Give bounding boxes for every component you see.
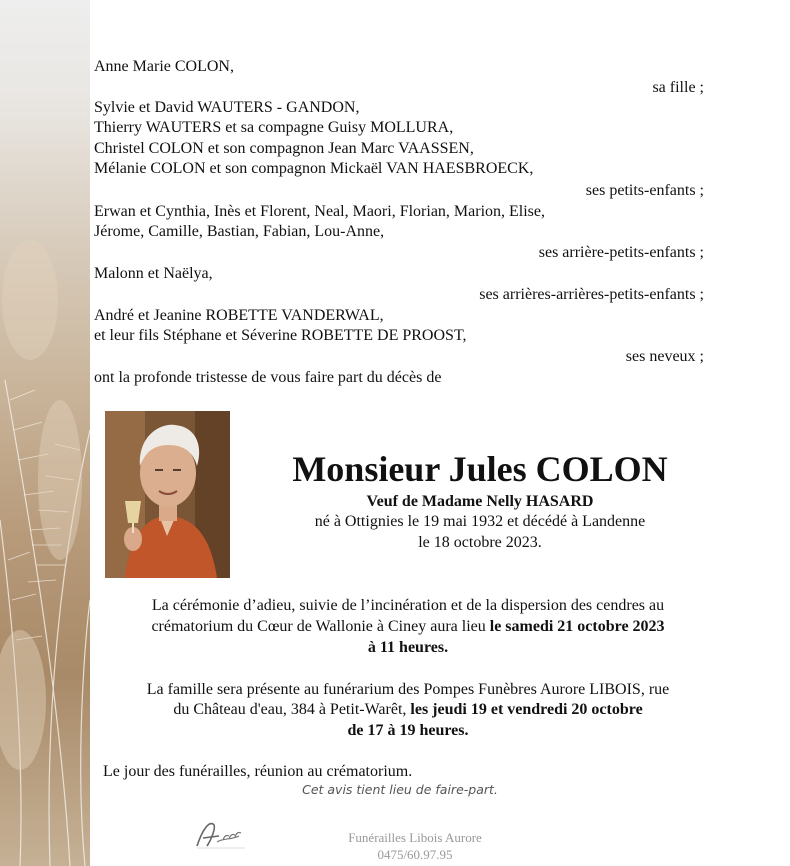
family-line-2: Sylvie et David WAUTERS - GANDON, xyxy=(94,99,360,116)
relation-grandchildren: ses petits-enfants ; xyxy=(585,182,704,199)
family-line-1: Anne Marie COLON, xyxy=(94,58,234,75)
visitation-line-1: La famille sera présente au funérarium des Pompes Funèbres Aurore LIBOIS, rue xyxy=(146,681,670,698)
relation-great-great-grandchildren: ses arrières-arrières-petits-enfants ; xyxy=(479,286,704,303)
family-line-5: Mélanie COLON et son compagnon Mickaël VAN HAESBROECK, xyxy=(94,160,534,177)
visitation-dates: les jeudi 19 et vendredi 20 octobre xyxy=(410,701,643,718)
ceremony-date: le samedi 21 octobre 2023 xyxy=(489,618,665,635)
birth-death-line-1: né à Ottignies le 19 mai 1932 et décédé à Landenne xyxy=(314,513,646,530)
faire-part-note: Cet avis tient lieu de faire-part. xyxy=(302,782,498,797)
libois-logo-icon xyxy=(193,818,249,852)
announcement-intro: ont la profonde tristesse de vous faire part du décès de xyxy=(94,369,442,386)
footer-company: Funérailles Libois Aurore xyxy=(348,830,482,845)
relation-nephews: ses neveux ; xyxy=(625,348,704,365)
visitation-line-2 xyxy=(98,700,718,720)
ceremony-line-2 xyxy=(98,617,718,637)
birth-death-line-2: le 18 octobre 2023. xyxy=(418,534,542,551)
decorative-grass-strip xyxy=(0,0,90,866)
family-line-6: Erwan et Cynthia, Inès et Florent, Neal, Maori, Florian, Marion, Elise, xyxy=(94,203,546,220)
reunion-note: Le jour des funérailles, réunion au crématorium. xyxy=(103,763,413,780)
pampas-grass-illustration xyxy=(0,0,90,866)
family-line-9: André et Jeanine ROBETTE VANDERWAL, xyxy=(94,307,384,324)
ceremony-location: crématorium du Cœur de Wallonie à Ciney aura lieu xyxy=(151,618,490,635)
visitation-address: du Château d'eau, 384 à Petit-Warêt, xyxy=(173,701,411,718)
relation-daughter: sa fille ; xyxy=(652,79,704,96)
family-line-7: Jérome, Camille, Bastian, Fabian, Lou-Anne, xyxy=(94,223,385,240)
ceremony-time: à 11 heures. xyxy=(367,639,449,656)
portrait-photo xyxy=(105,411,230,578)
visitation-hours: de 17 à 19 heures. xyxy=(347,722,469,739)
footer-phone: 0475/60.97.95 xyxy=(377,847,453,862)
family-line-8: Malonn et Naëlya, xyxy=(94,265,213,282)
deceased-name: Monsieur Jules COLON xyxy=(292,449,668,489)
relation-great-grandchildren: ses arrière-petits-enfants ; xyxy=(538,244,704,261)
widower-line: Veuf de Madame Nelly HASARD xyxy=(366,493,594,510)
family-line-10: et leur fils Stéphane et Séverine ROBETTE DE PROOST, xyxy=(94,327,467,344)
ceremony-line-1: La cérémonie d’adieu, suivie de l’incinération et de la dispersion des cendres au xyxy=(151,597,665,614)
family-line-3: Thierry WAUTERS et sa compagne Guisy MOLLURA, xyxy=(94,119,454,136)
family-line-4: Christel COLON et son compagnon Jean Marc VAASSEN, xyxy=(94,140,474,157)
